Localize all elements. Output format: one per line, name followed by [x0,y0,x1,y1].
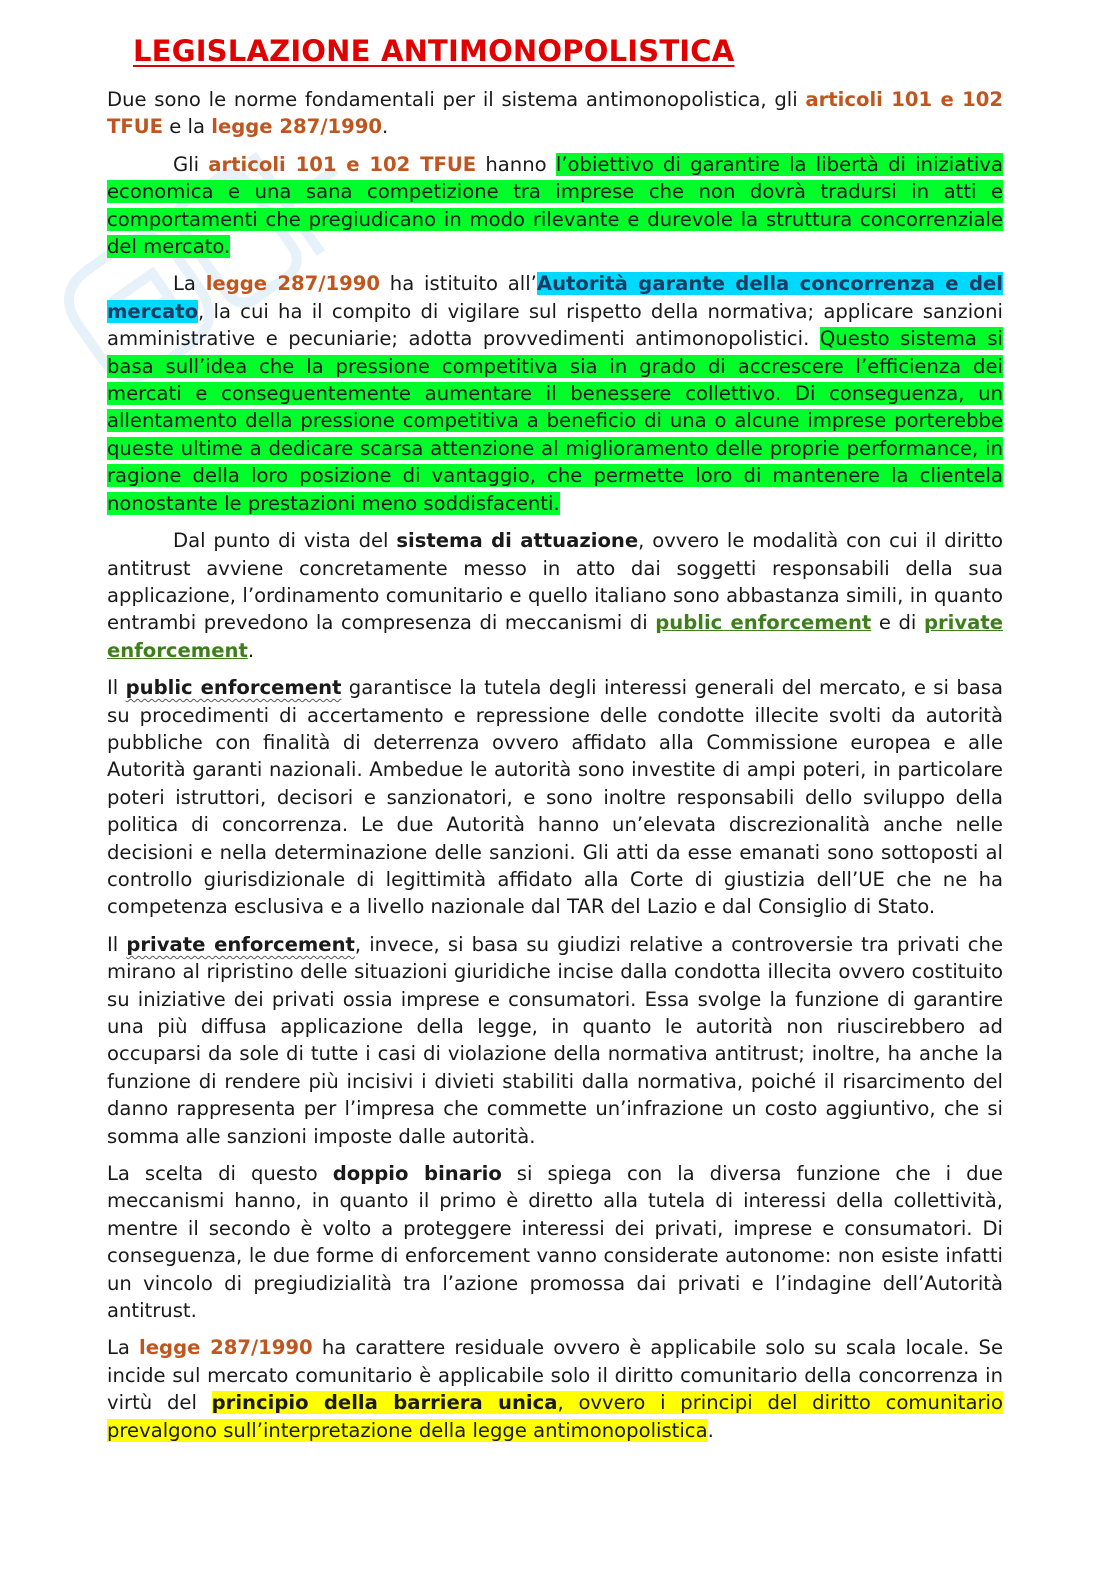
term-private-enforcement: private enforcement [126,932,355,956]
paragraph-private-enforcement: Il private enforcement, invece, si basa su giudizi relative a controversie tra privati che mirano al ripristino delle situazioni giuridiche incise dalla condotta illecita ovvero costituito su iniziative dei privati ossia imprese e consumatori. Essa svolge la funzione di garantire una più diffusa applicazione della legge, in quanto le autorità non riuscirebbero ad occuparsi da sole di tutte i casi di violazione della normativa antitrust; inoltre, ha anche la funzione di rendere più incisivi i divieti stabiliti dalla normativa, poiché il risarcimento del danno rappresenta per l’impresa che commette un’infrazione un costo aggiuntivo, che si somma alle sanzioni imposte dalle autorità. [107,932,1004,1148]
paragraph-public-enforcement: Il public enforcement garantisce la tutela degli interessi generali del mercato, e si basa su procedimenti di accertamento e repressione delle condotte illecite svolti da autorità pubbliche con finalità di deterrenza ovvero affidato alla Commissione europea e alle Autorità garanti nazionali. Ambedue le autorità sono investite di ampi poteri, in particolare poteri istruttori, decisori e sanzionatori, e sono inoltre responsabili dello sviluppo della politica di concorrenza. Le due Autorità hanno un’elevata discrezionalità anche nelle decisioni e nella determinazione delle sanzioni. Gli atti da esse emanati sono sottoposti al controllo giurisdizionale di legittimità affidato alla Corte di giustizia dell’UE che ne ha competenza esclusiva e a livello nazionale dal TAR del Lazio e dal Consiglio di Stato. [107,676,1003,919]
term-system: sistema di attuazione [396,529,639,553]
paragraph-tfue: Gli articoli 101 e 102 TFUE hanno l’obiettivo di garantire la libertà di iniziativa economica e una sana competizione tra imprese che non dovrà tradursi in atti e comportamenti che pregiudicano in modo rilevante e durevole la struttura concorrenziale del mercato. [107,152,1003,259]
page-title: LEGISLAZIONE ANTIMONOPOLISTICA [133,34,735,68]
paragraph-double-track: La scelta di questo doppio binario si spiega con la diversa funzione che i due meccanismi hanno, in quanto il primo è diretto alla tutela di interessi della collettività, mentre il secondo è volto a proteggere interessi dei privati, imprese e consumatori. Di conseguenza, le due forme di enforcement vanno considerate autonome: non esiste infatti un vincolo di pregiudizialità tra l’azione promossa dai privati e l’indagine dell’Autorità antitrust. [107,1162,1003,1323]
link-private-enforcement[interactable]: private enforcement [107,611,1004,662]
term-double-track: doppio binario [332,1162,502,1186]
term-law: legge 287/1990 [139,1336,313,1360]
paragraph-residual: La legge 287/1990 ha carattere residuale ovvero è applicabile solo su scala locale. Se incide sul mercato comunitario è applicabile solo il diritto comunitario della concorrenza in virtù del principio della barriera unica, ovvero i principi del diritto comunitario prevalgono sull’interpretazione della legge antimonopolistica. [107,1336,1003,1442]
term-law: legge 287/1990 [211,115,383,139]
highlight-system: Questo sistema si basa sull’idea che la pressione competitiva sia in grado di accrescere l’efficienza dei mercati e conseguentemente aumentare il benessere collettivo. Di conseguenza, un allentamento della pressione competitiva a beneficio di una o alcune imprese porterebbe queste ultime a dedicare scarsa attenzione al miglioramento delle proprie performance, in ragione della loro posizione di vantaggio, che permette loro di mantenere la clientela nonostante le prestazioni meno soddisfacenti. [107,327,1004,515]
highlight-barrier-explanation: , ovvero i principi del diritto comunitario prevalgono sull’interpretazione della legge antimonopolistica [107,1391,1003,1442]
paragraph-implementation: Dal punto di vista del sistema di attuazione, ovvero le modalità con cui il diritto antitrust avviene concretamente messo in atto dai soggetti responsabili della sua applicazione, l’ordinamento comunitario e quello italiano sono abbastanza simili, in quanto entrambi prevedono la compresenza di meccanismi di public enforcement e di private enforcement. [107,529,1004,662]
highlight-objective: l’obiettivo di garantire la libertà di iniziativa economica e una sana competizione tra imprese che non dovrà tradursi in atti e comportamenti che pregiudicano in modo rilevante e durevole la struttura concorrenziale del mercato. [107,152,1003,259]
paragraph-law-authority: La legge 287/1990 ha istituito all’Autorità garante della concorrenza e del mercato, la cui ha il compito di vigilare sul rispetto della normativa; applicare sanzioni amministrative e pecuniarie; adotta provvedimenti antimonopolistici. Questo sistema si basa sull’idea che la pressione competitiva sia in grado di accrescere l’efficienza dei mercati e conseguentemente aumentare il benessere collettivo. Di conseguenza, un allentamento della pressione competitiva a beneficio di una o alcune imprese porterebbe queste ultime a dedicare scarsa attenzione al miglioramento delle proprie performance, in ragione della loro posizione di vantaggio, che permette loro di mantenere la clientela nonostante le prestazioni meno soddisfacenti. [107,272,1004,515]
link-public-enforcement[interactable]: public enforcement [655,611,872,635]
highlight-authority: Autorità garante della concorrenza e del mercato [107,272,1003,323]
document-body [107,86,1003,1454]
term-law: legge 287/1990 [205,272,381,296]
paragraph-intro: Due sono le norme fondamentali per il sistema antimonopolistica, gli articoli 101 e 102 TFUE e la legge 287/1990. [107,88,1004,139]
term-articles: articoli 101 e 102 TFUE [107,88,1004,139]
term-articles: articoli 101 e 102 TFUE [208,152,477,176]
highlight-barrier-principle: principio della barriera unica [211,1391,558,1415]
term-public-enforcement: public enforcement [125,676,342,700]
